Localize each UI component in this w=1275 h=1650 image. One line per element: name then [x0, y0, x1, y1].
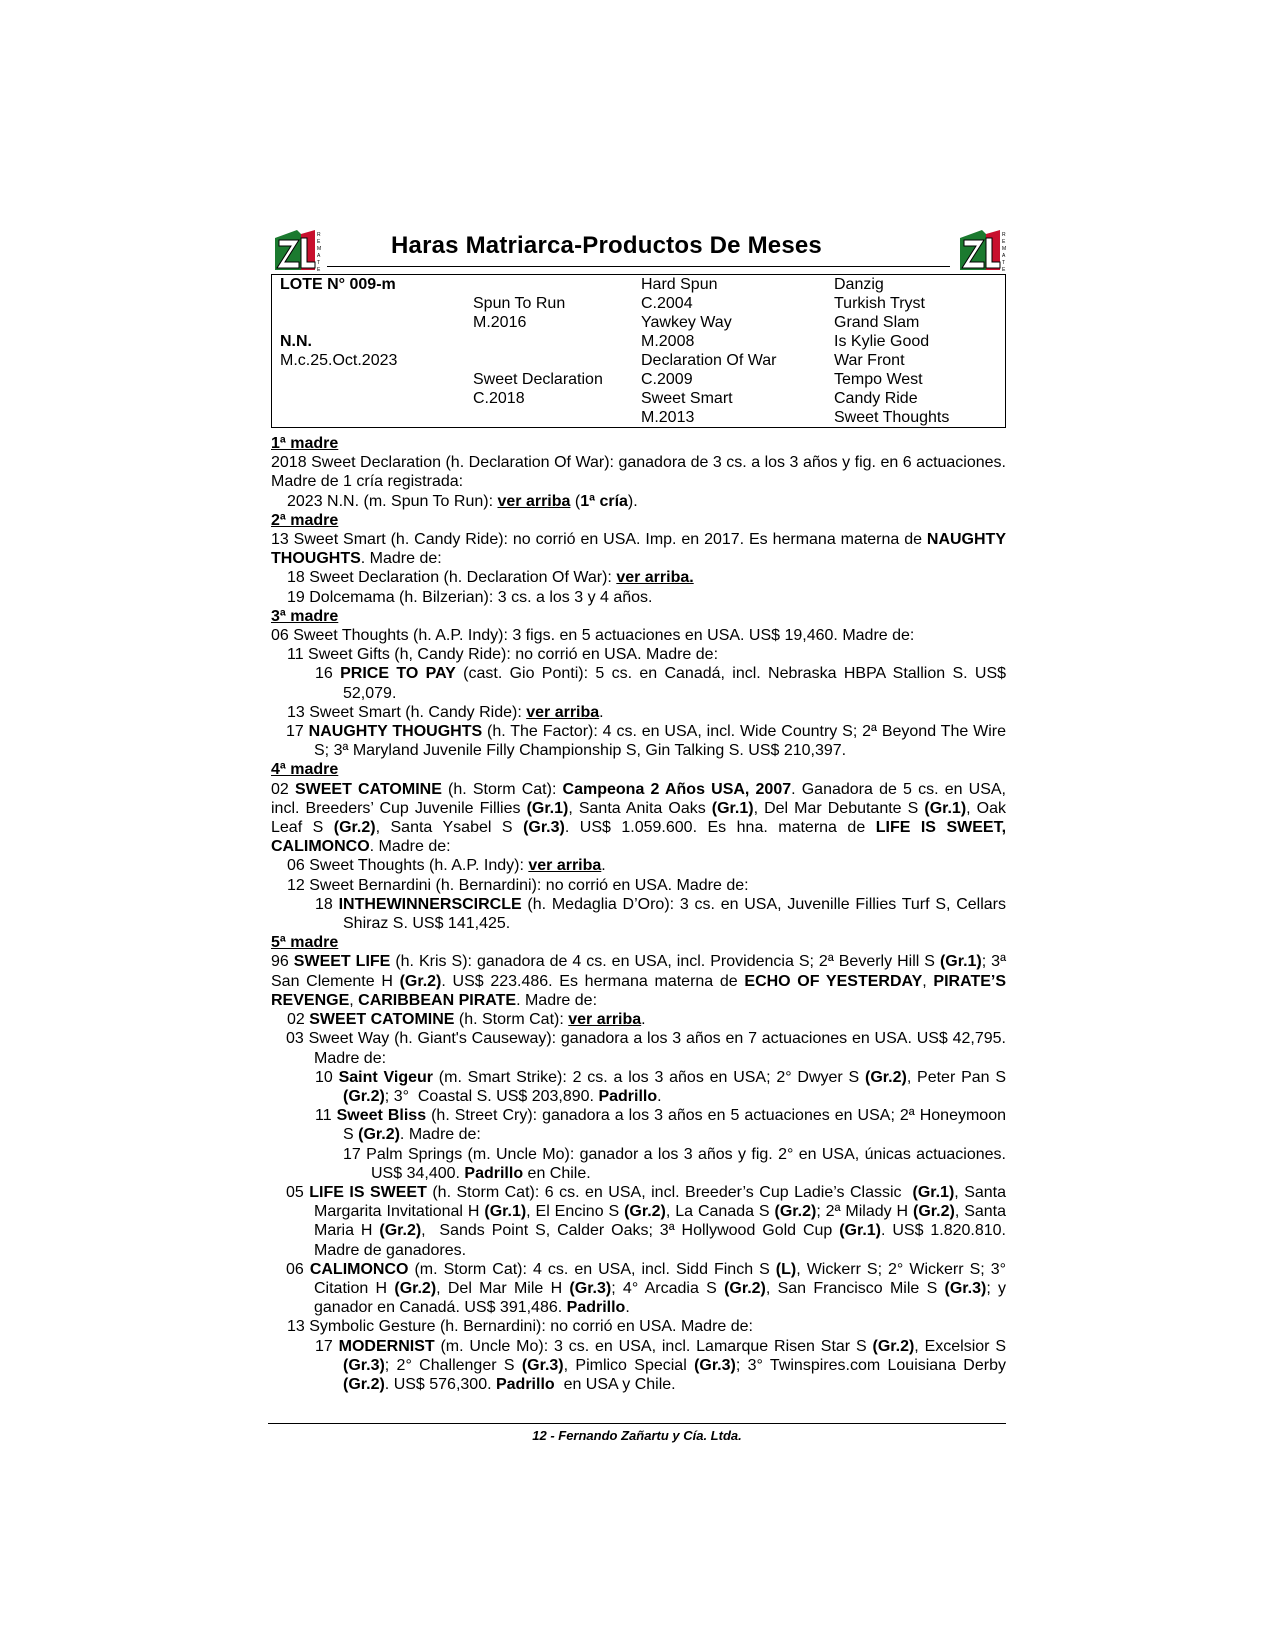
pedigree-cell: Danzig — [834, 276, 884, 293]
pedigree-cell: Candy Ride — [834, 390, 918, 407]
page-title: Haras Matriarca-Productos De Meses — [327, 232, 950, 267]
sire-name: Spun To Run — [473, 295, 566, 312]
svg-text:E: E — [1002, 239, 1006, 245]
svg-text:E: E — [317, 267, 321, 272]
paragraph: 16 PRICE TO PAY (cast. Gio Ponti): 5 cs. en Canadá, incl. Nebraska HBPA Stallion S. US$ 52,079. — [315, 665, 1007, 702]
pedigree-cell: Tempo West — [834, 371, 923, 388]
paragraph: 02 SWEET CATOMINE (h. Storm Cat): ver arriba. — [287, 1011, 646, 1029]
paragraph: 03 Sweet Way (h. Giant's Causeway): ganadora a los 3 años en 7 actuaciones en USA. US$ 42,795. Madre de: — [286, 1030, 1006, 1067]
pedigree-cell: Sweet Thoughts — [834, 409, 950, 426]
lot-number: LOTE N° 009-m — [280, 276, 396, 293]
section-heading: 1ª madre — [271, 435, 339, 452]
paragraph: 10 Saint Vigeur (m. Smart Strike): 2 cs. a los 3 años en USA; 2° Dwyer S (Gr.2), Peter Pan S (Gr.2); 3° Coastal S. US$ 203,890. Padrillo. — [315, 1068, 1007, 1105]
paragraph: 17 NAUGHTY THOUGHTS (h. The Factor): 4 cs. en USA, incl. Wide Country S; 2ª Beyond The Wire S; 3ª Maryland Juvenile Filly Championship S, Gin Talking S. US$ 210,397. — [286, 723, 1006, 760]
zl-remates-logo — [271, 226, 321, 272]
pedigree-cell: Declaration Of War — [641, 352, 777, 369]
pedigree-cell: Is Kylie Good — [834, 333, 930, 350]
paragraph: 2018 Sweet Declaration (h. Declaration Of War): ganadora de 3 cs. a los 3 años y fig. en 6 actuaciones. Madre de 1 cría registrada: — [271, 454, 1006, 491]
pedigree-cell: Sweet Smart — [641, 390, 733, 407]
paragraph: 05 LIFE IS SWEET (h. Storm Cat): 6 cs. en USA, incl. Breeder’s Cup Ladie’s Classic (Gr.1), Santa Margarita Invitational H (Gr.1), El Encino S (Gr.2), La Canada S (Gr.2); 2ª Milady H (Gr.2), Santa Maria H (Gr.2), Sands Point S, Calder Oaks; 3ª Hollywood Gold Cup (Gr.1). US$ 1.820.810. Madre de ganadores. — [286, 1183, 1007, 1259]
dam-info: C.2018 — [473, 390, 525, 407]
pedigree-cell: Turkish Tryst — [834, 295, 925, 312]
horse-birth: M.c.25.Oct.2023 — [280, 352, 398, 369]
svg-text:M: M — [317, 246, 321, 252]
sire-info: M.2016 — [473, 314, 527, 331]
horse-name: N.N. — [280, 333, 312, 350]
pedigree-cell: C.2004 — [641, 295, 693, 312]
paragraph: 2023 N.N. (m. Spun To Run): ver arriba (1ª cría). — [287, 492, 638, 510]
paragraph: 18 INTHEWINNERSCIRCLE (h. Medaglia D’Oro): 3 cs. en USA, Juvenille Fillies Turf S, Cellars Shiraz S. US$ 141,425. — [315, 895, 1006, 933]
svg-text:E: E — [1002, 267, 1006, 272]
paragraph: 19 Dolcemama (h. Bilzerian): 3 cs. a los 3 y 4 años. — [287, 588, 653, 606]
pedigree-cell: M.2008 — [641, 333, 695, 350]
paragraph: 12 Sweet Bernardini (h. Bernardini): no corrió en USA. Madre de: — [287, 876, 749, 894]
paragraph: 13 Sweet Smart (h. Candy Ride): ver arriba. — [287, 703, 604, 721]
pedigree-table — [271, 274, 1006, 428]
paragraph: 11 Sweet Bliss (h. Street Cry): ganadora a los 3 años en 5 actuaciones en USA; 2ª Honeymoon S (Gr.2). Madre de: — [315, 1107, 1006, 1144]
svg-text:R: R — [317, 232, 321, 238]
paragraph: 06 Sweet Thoughts (h. A.P. Indy): 3 figs. en 5 actuaciones en USA. US$ 19,460. Madre de: — [271, 627, 915, 645]
dam-name: Sweet Declaration — [473, 371, 603, 388]
section-heading: 3ª madre — [271, 607, 339, 625]
family-notes — [271, 434, 1006, 1394]
zl-remates-logo — [956, 226, 1006, 272]
svg-text:A: A — [317, 253, 321, 259]
svg-text:R: R — [1002, 232, 1006, 238]
page-header — [271, 226, 1006, 272]
pedigree-cell: Yawkey Way — [641, 314, 732, 331]
pedigree-cell: Grand Slam — [834, 314, 920, 331]
page-footer: 12 - Fernando Zañartu y Cía. Ltda. — [268, 1423, 1006, 1443]
svg-text:T: T — [317, 260, 321, 266]
paragraph: 17 Palm Springs (m. Uncle Mo): ganador a los 3 años y fig. 2° en USA, únicas actuaciones. US$ 34,400. Padrillo en Chile. — [343, 1145, 1006, 1182]
paragraph: 96 SWEET LIFE (h. Kris S): ganadora de 4 cs. en USA, incl. Providencia S; 2ª Beverly Hill S (Gr.1); 3ª San Clemente H (Gr.2). US$ 223.486. Es hermana materna de ECHO OF YESTERDAY, PIRATE’S REVENGE, CARIBBEAN PIRATE. Madre de: — [271, 953, 1007, 1009]
paragraph: 13 Symbolic Gesture (h. Bernardini): no corrió en USA. Madre de: — [287, 1318, 753, 1336]
paragraph: 13 Sweet Smart (h. Candy Ride): no corrió en USA. Imp. en 2017. Es hermana materna de NAUGHTY THOUGHTS. Madre de: — [271, 531, 1006, 568]
paragraph: 17 MODERNIST (m. Uncle Mo): 3 cs. en USA, incl. Lamarque Risen Star S (Gr.2), Excelsior S (Gr.3); 2° Challenger S (Gr.3), Pimlico Special (Gr.3); 3° Twinspires.com Louisiana Derby (Gr.2). US$ 576,300. Padrillo en USA y Chile. — [315, 1337, 1007, 1393]
section-heading: 2ª madre — [271, 511, 339, 529]
pedigree-cell: Hard Spun — [641, 276, 718, 293]
pedigree-cell: M.2013 — [641, 409, 695, 426]
document-page — [271, 226, 1006, 1394]
pedigree-cell: C.2009 — [641, 371, 693, 388]
paragraph: 06 CALIMONCO (m. Storm Cat): 4 cs. en USA, incl. Sidd Finch S (L), Wickerr S; 2° Wickerr S; 3° Citation H (Gr.2), Del Mar Mile H (Gr.3); 4° Arcadia S (Gr.2), San Francisco Mile S (Gr.3); y ganador en Canadá. US$ 391,486. Padrillo. — [286, 1260, 1007, 1317]
svg-text:T: T — [1002, 260, 1006, 266]
section-heading: 4ª madre — [271, 761, 339, 779]
svg-text:E: E — [317, 239, 321, 245]
section-heading: 5ª madre — [271, 934, 339, 952]
paragraph: 02 SWEET CATOMINE (h. Storm Cat): Campeona 2 Años USA, 2007. Ganadora de 5 cs. en USA, incl. Breeders’ Cup Juvenile Fillies (Gr.1), Santa Anita Oaks (Gr.1), Del Mar Debutante S (Gr.1), Oak Leaf S (Gr.2), Santa Ysabel S (Gr.3). US$ 1.059.600. Es hna. materna de LIFE IS SWEET, CALIMONCO. Madre de: — [271, 780, 1007, 856]
paragraph: 06 Sweet Thoughts (h. A.P. Indy): ver arriba. — [287, 857, 606, 875]
pedigree-cell: War Front — [834, 352, 905, 369]
svg-text:M: M — [1002, 246, 1006, 252]
svg-text:A: A — [1002, 253, 1006, 259]
paragraph: 11 Sweet Gifts (h, Candy Ride): no corrió en USA. Madre de: — [287, 646, 719, 664]
paragraph: 18 Sweet Declaration (h. Declaration Of War): ver arriba. — [287, 569, 694, 587]
